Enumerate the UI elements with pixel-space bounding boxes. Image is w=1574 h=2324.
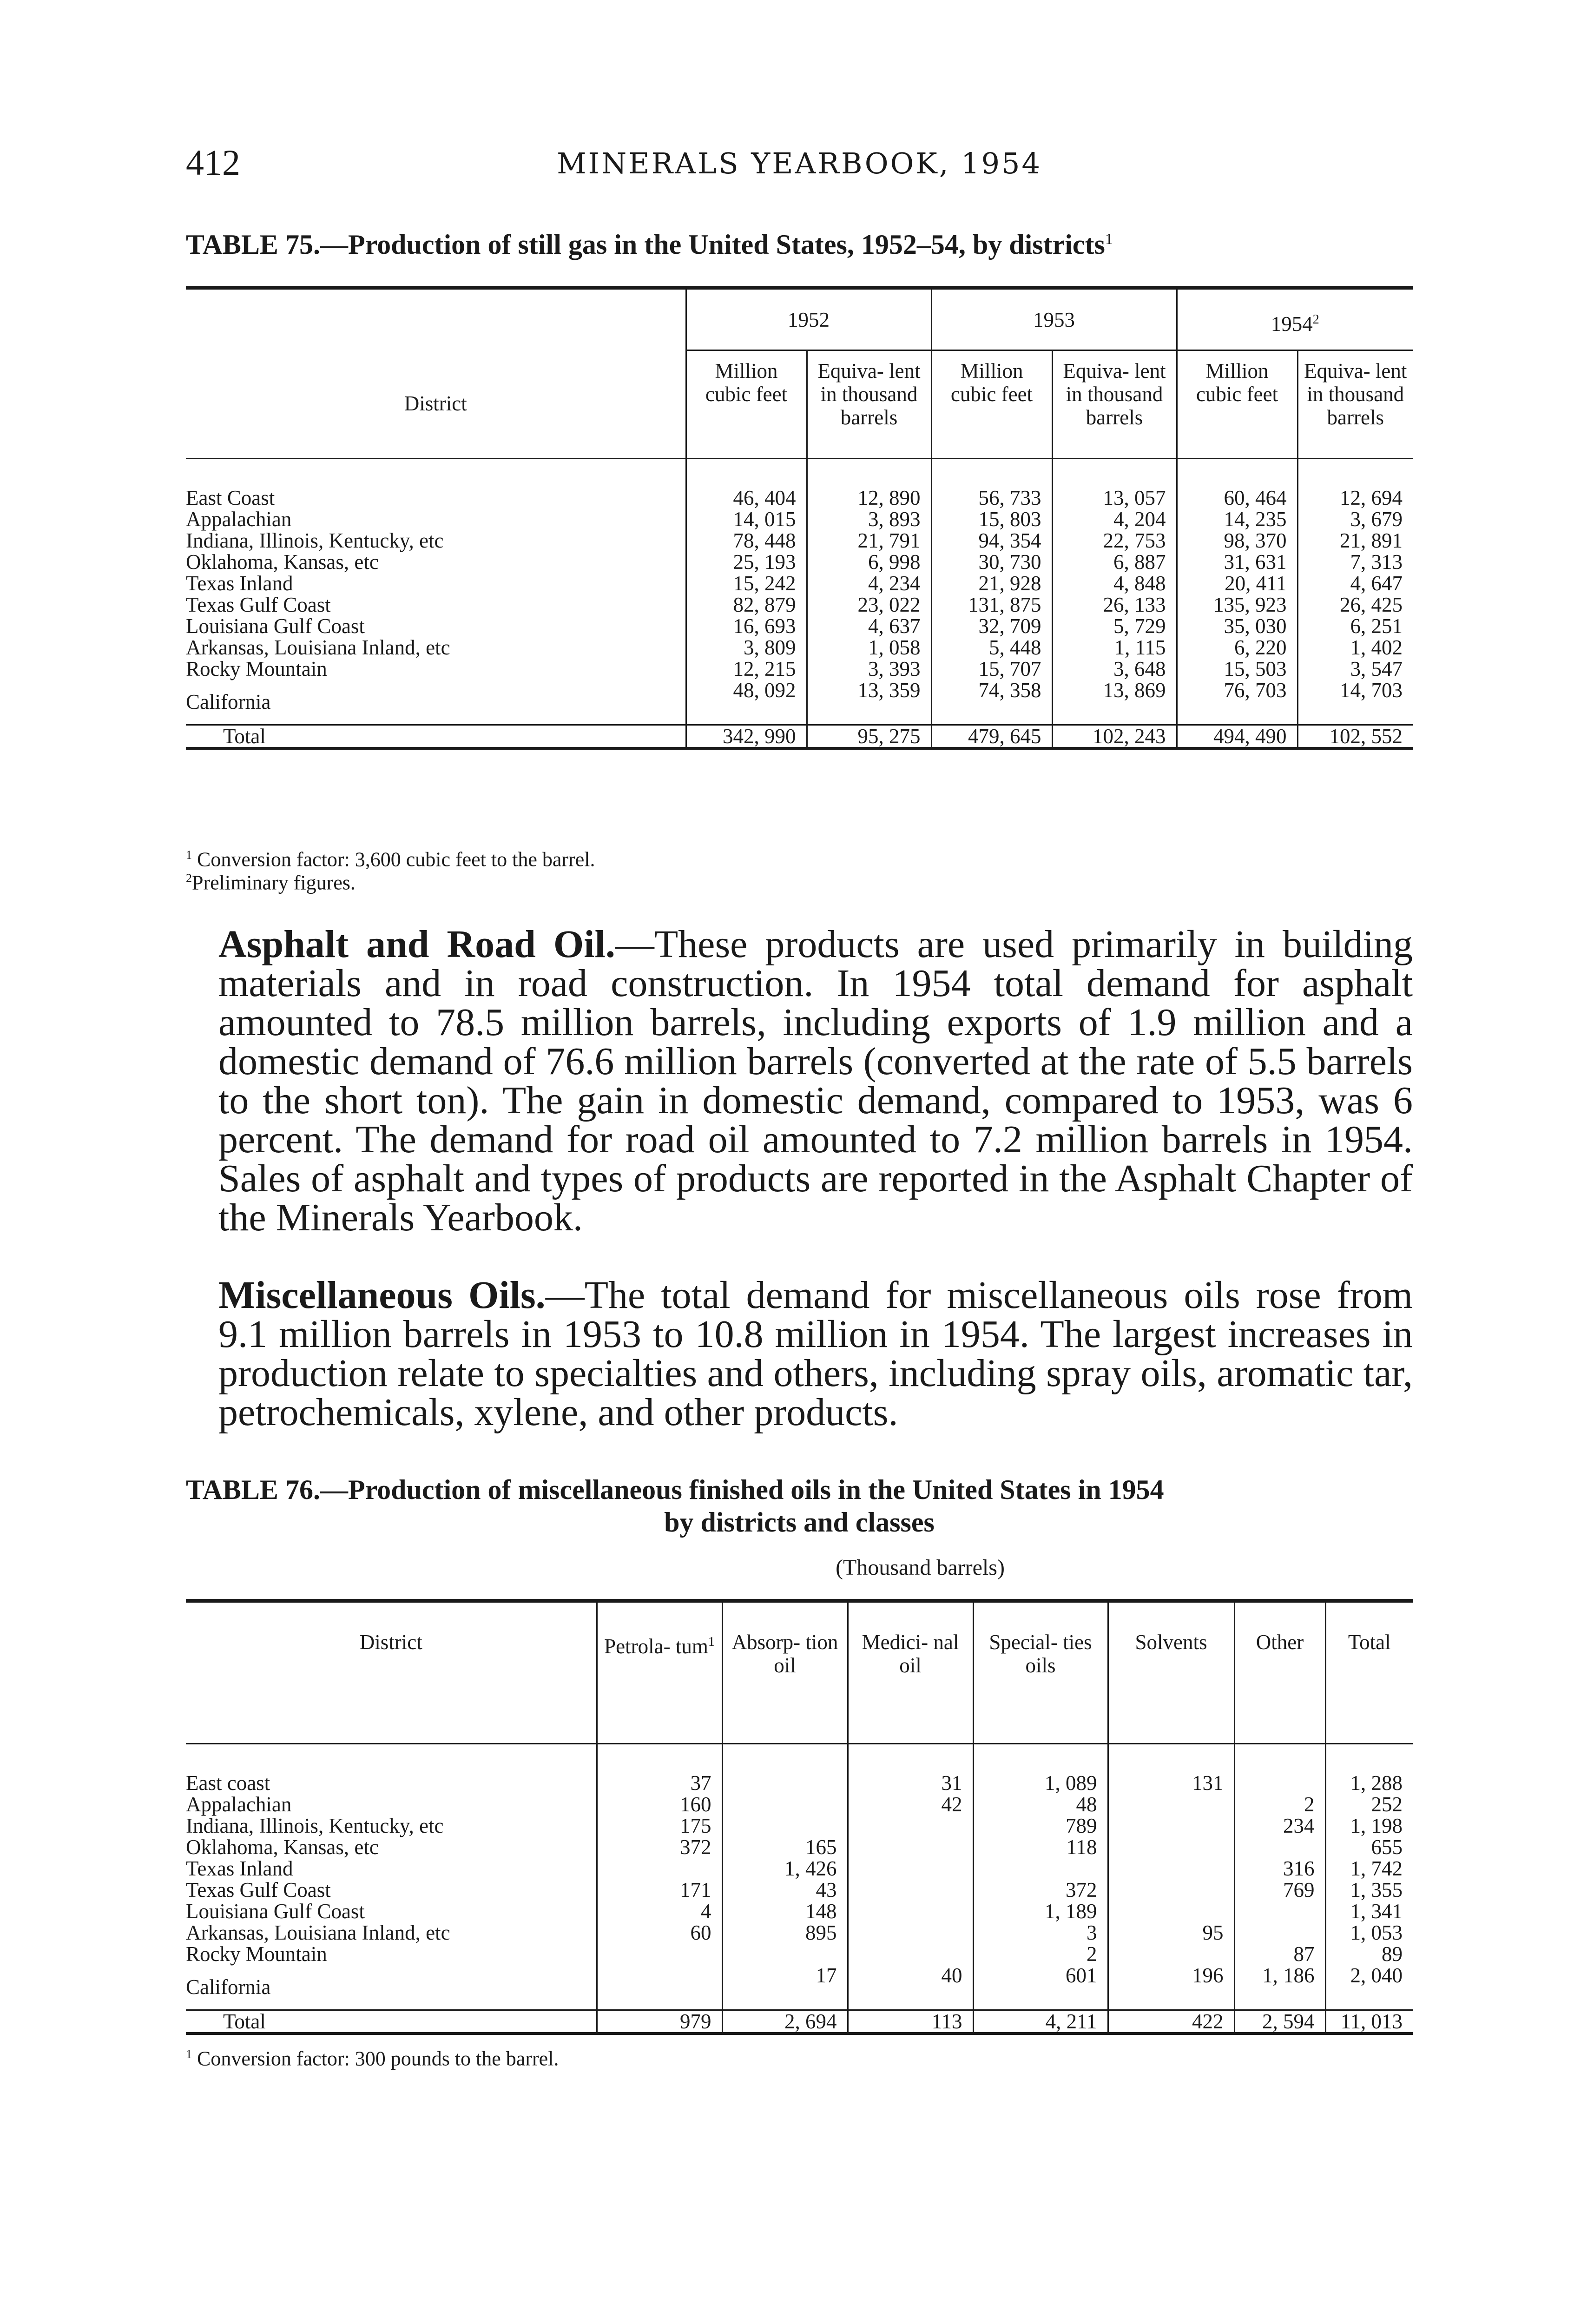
value-cell: 82, 879 [686,594,807,615]
value-cell [722,1744,848,1794]
year-header: 1952 [686,288,931,350]
value-cell [848,1858,973,1879]
value-cell: 25, 193 [686,551,807,573]
million-cubic-feet-header: Million cubic feet [931,350,1052,459]
value-cell [848,1901,973,1922]
value-cell: 31 [848,1744,973,1794]
value-cell: 87 [1234,1943,1325,1965]
value-cell: 4 [597,1901,722,1922]
value-cell [1108,1794,1234,1815]
million-cubic-feet-header: Million cubic feet [686,350,807,459]
value-cell: 196 [1108,1965,1234,2010]
district-cell: Texas Inland [186,572,293,595]
total-value-cell: 979 [597,2010,722,2034]
value-cell: 13, 057 [1052,459,1177,509]
value-cell: 15, 707 [931,658,1052,680]
petrolatum-footnote-mark: 1 [708,1635,715,1649]
value-cell: 46, 404 [686,459,807,509]
value-cell [1108,1901,1234,1922]
value-cell: 14, 703 [1297,680,1413,725]
table-row [186,1858,1413,1879]
total-row [186,725,1413,749]
value-cell: 234 [1234,1815,1325,1836]
value-cell: 3, 679 [1297,508,1413,530]
value-cell: 655 [1325,1836,1413,1858]
value-cell: 6, 887 [1052,551,1177,573]
value-cell: 118 [973,1836,1108,1858]
district-cell: Oklahoma, Kansas, etc [186,1835,379,1859]
table-row [186,1744,1413,1794]
value-cell: 4, 637 [807,615,931,637]
district-cell: East coast [186,1771,270,1795]
asphalt-road-oil-paragraph: Asphalt and Road Oil.—These products are used primarily in building materials and in road construction. In 1954 total demand for asphalt amounted to 78.5 million barrels, including exports of 1.9 million and a domestic demand of 76.6 million barrels (converted at the rate of 5.5 barrels to the short ton). The gain in domestic demand, compared to 1953, was 6 percent. The demand for road oil amounted to 7.2 million barrels in 1954. Sales of asphalt and types of products are reported in the Asphalt Chapter of the Minerals Yearbook. [218,923,1413,1239]
district-cell: Rocky Mountain [186,657,327,680]
value-cell: 1, 058 [807,637,931,658]
value-cell: 1, 089 [973,1744,1108,1794]
value-cell: 1, 053 [1325,1922,1413,1943]
value-cell: 12, 890 [807,459,931,509]
table-75 [186,286,1413,750]
value-cell [848,1836,973,1858]
table-row [186,530,1413,551]
value-cell: 48 [973,1794,1108,1815]
table75-caption-footnote-mark: 1 [1105,231,1113,248]
value-cell: 165 [722,1836,848,1858]
value-cell: 6, 251 [1297,615,1413,637]
value-cell [848,1922,973,1943]
value-cell [1234,1922,1325,1943]
table-row [186,459,1413,509]
value-cell: 4, 848 [1052,573,1177,594]
value-cell [722,1794,848,1815]
solvents-header: Solvents [1108,1601,1234,1744]
value-cell [1234,1901,1325,1922]
value-cell: 4, 234 [807,573,931,594]
value-cell: 15, 242 [686,573,807,594]
value-cell: 769 [1234,1879,1325,1901]
total-row [186,2010,1413,2034]
district-cell: Arkansas, Louisiana Inland, etc [186,636,450,659]
table-row [186,573,1413,594]
district-cell: California [186,1975,271,1999]
value-cell: 78, 448 [686,530,807,551]
value-cell: 17 [722,1965,848,2010]
value-cell: 789 [973,1815,1108,1836]
district-cell: Texas Gulf Coast [186,1878,331,1901]
value-cell: 4, 204 [1052,508,1177,530]
total-value-cell: 11, 013 [1325,2010,1413,2034]
value-cell [1108,1858,1234,1879]
value-cell: 1, 189 [973,1901,1108,1922]
value-cell: 21, 891 [1297,530,1413,551]
district-cell: East Coast [186,486,275,509]
value-cell [1108,1836,1234,1858]
value-cell: 3, 893 [807,508,931,530]
district-header: District [186,1601,597,1744]
value-cell: 601 [973,1965,1108,2010]
value-cell: 1, 426 [722,1858,848,1879]
value-cell: 48, 092 [686,680,807,725]
district-cell: Indiana, Illinois, Kentucky, etc [186,529,444,552]
district-cell: Louisiana Gulf Coast [186,614,365,638]
value-cell: 171 [597,1879,722,1901]
value-cell: 15, 803 [931,508,1052,530]
value-cell: 1, 341 [1325,1901,1413,1922]
table-row [186,1922,1413,1943]
value-cell: 175 [597,1815,722,1836]
value-cell: 6, 998 [807,551,931,573]
table-76 [186,1599,1413,2035]
total-header: Total [1325,1601,1413,1744]
table76-body [186,1744,1413,2034]
table-row [186,1901,1413,1922]
district-cell: Appalachian [186,1793,292,1816]
equivalent-barrels-header: Equiva- lent in thousand barrels [807,350,931,459]
district-cell: Louisiana Gulf Coast [186,1900,365,1923]
value-cell: 5, 729 [1052,615,1177,637]
district-cell: Arkansas, Louisiana Inland, etc [186,1921,450,1944]
value-cell: 5, 448 [931,637,1052,658]
table75-footnote-1: $^1$ Conversion factor: 3,600 cubic feet to the barrel. [186,848,595,871]
district-cell: Indiana, Illinois, Kentucky, etc [186,1814,444,1837]
value-cell: 21, 928 [931,573,1052,594]
journal-title: MINERALS YEARBOOK, 1954 [557,146,1042,180]
value-cell: 14, 235 [1177,508,1297,530]
table-row [186,1879,1413,1901]
asphalt-road-oil-heading: Asphalt and Road Oil. [218,923,615,966]
value-cell [722,1815,848,1836]
value-cell [597,1943,722,1965]
value-cell: 26, 425 [1297,594,1413,615]
value-cell: 89 [1325,1943,1413,1965]
value-cell: 98, 370 [1177,530,1297,551]
table-row [186,1943,1413,1965]
value-cell: 1, 402 [1297,637,1413,658]
value-cell: 32, 709 [931,615,1052,637]
total-value-cell: 2, 594 [1234,2010,1325,2034]
value-cell: 35, 030 [1177,615,1297,637]
value-cell: 12, 215 [686,658,807,680]
value-cell: 37 [597,1744,722,1794]
total-value-cell: 479, 645 [931,725,1052,749]
total-value-cell: 494, 490 [1177,725,1297,749]
equivalent-barrels-header: Equiva- lent in thousand barrels [1052,350,1177,459]
value-cell: 6, 220 [1177,637,1297,658]
value-cell: 14, 015 [686,508,807,530]
table-row [186,1965,1413,2010]
table-row [186,551,1413,573]
total-value-cell: 113 [848,2010,973,2034]
value-cell: 3, 393 [807,658,931,680]
table-row [186,615,1413,637]
value-cell: 30, 730 [931,551,1052,573]
value-cell [597,1965,722,2010]
total-value-cell: 102, 243 [1052,725,1177,749]
value-cell: 7, 313 [1297,551,1413,573]
value-cell: 2, 040 [1325,1965,1413,2010]
district-header: District [186,288,686,459]
value-cell [848,1879,973,1901]
value-cell: 131, 875 [931,594,1052,615]
table75-body [186,459,1413,749]
district-cell: Texas Inland [186,1857,293,1880]
table-row [186,680,1413,725]
value-cell: 1, 355 [1325,1879,1413,1901]
value-cell: 22, 753 [1052,530,1177,551]
value-cell: 135, 923 [1177,594,1297,615]
value-cell: 31, 631 [1177,551,1297,573]
value-cell: 160 [597,1794,722,1815]
value-cell: 1, 186 [1234,1965,1325,2010]
value-cell: 21, 791 [807,530,931,551]
table-row [186,594,1413,615]
miscellaneous-oils-paragraph: Miscellaneous Oils.—The total demand for miscellaneous oils rose from 9.1 million barrels in 1953 to 10.8 million in 1954. The largest increases in production relate to specialties and others, including spray oils, aromatic tar, petrochemicals, xylene, and other products. [218,1274,1413,1434]
value-cell [1108,1943,1234,1965]
value-cell: 26, 133 [1052,594,1177,615]
value-cell: 895 [722,1922,848,1943]
district-cell: Rocky Mountain [186,1942,327,1966]
value-cell: 316 [1234,1858,1325,1879]
table-row [186,1815,1413,1836]
year-footnote-mark: 2 [1312,312,1319,327]
table-row [186,637,1413,658]
total-value-cell: 422 [1108,2010,1234,2034]
total-label: Total [186,2010,597,2034]
value-cell: 372 [973,1879,1108,1901]
value-cell: 3, 809 [686,637,807,658]
district-cell: Texas Gulf Coast [186,593,331,616]
table76-footnote: $^1$ Conversion factor: 300 pounds to the barrel. [186,2047,559,2070]
value-cell: 43 [722,1879,848,1901]
petrolatum-header: Petrola- tum$^1$ [597,1601,722,1744]
equivalent-barrels-header: Equiva- lent in thousand barrels [1297,350,1413,459]
value-cell: 23, 022 [807,594,931,615]
miscellaneous-oils-heading: Miscellaneous Oils. [218,1274,546,1317]
value-cell [1234,1836,1325,1858]
district-cell: California [186,690,271,713]
value-cell: 60, 464 [1177,459,1297,509]
value-cell: 74, 358 [931,680,1052,725]
running-head [186,142,1413,183]
district-cell: Oklahoma, Kansas, etc [186,550,379,574]
table76-caption: TABLE 76.—Production of miscellaneous finished oils in the United States in 1954 [186,1474,1164,1505]
value-cell: 12, 694 [1297,459,1413,509]
value-cell: 131 [1108,1744,1234,1794]
value-cell: 3, 547 [1297,658,1413,680]
page-number: 412 [186,142,240,183]
value-cell [1234,1744,1325,1794]
table-row [186,1794,1413,1815]
value-cell [848,1943,973,1965]
value-cell: 16, 693 [686,615,807,637]
medicinal-oil-header: Medici- nal oil [848,1601,973,1744]
table-row [186,658,1413,680]
total-value-cell: 95, 275 [807,725,931,749]
value-cell: 1, 288 [1325,1744,1413,1794]
value-cell: 1, 198 [1325,1815,1413,1836]
total-value-cell: 4, 211 [973,2010,1108,2034]
value-cell [1108,1815,1234,1836]
table76-subcaption: (Thousand barrels) [836,1555,1005,1580]
specialties-oils-header: Special- ties oils [973,1601,1108,1744]
absorption-oil-header: Absorp- tion oil [722,1601,848,1744]
year-header: 1954$^2$ [1177,288,1413,350]
value-cell: 40 [848,1965,973,2010]
value-cell: 3, 648 [1052,658,1177,680]
value-cell: 60 [597,1922,722,1943]
value-cell: 1, 742 [1325,1858,1413,1879]
table75-footnote-2: $^2$Preliminary figures. [186,871,356,894]
value-cell: 56, 733 [931,459,1052,509]
total-value-cell: 342, 990 [686,725,807,749]
value-cell: 2 [1234,1794,1325,1815]
total-value-cell: 102, 552 [1297,725,1413,749]
value-cell: 4, 647 [1297,573,1413,594]
value-cell: 95 [1108,1922,1234,1943]
value-cell [722,1943,848,1965]
value-cell: 94, 354 [931,530,1052,551]
value-cell: 42 [848,1794,973,1815]
value-cell [1108,1879,1234,1901]
value-cell: 13, 869 [1052,680,1177,725]
total-value-cell: 2, 694 [722,2010,848,2034]
value-cell: 148 [722,1901,848,1922]
table-row [186,1836,1413,1858]
value-cell [597,1858,722,1879]
million-cubic-feet-header: Million cubic feet [1177,350,1297,459]
table76-caption-line2: by districts and classes [664,1507,935,1538]
district-cell: Appalachian [186,508,292,531]
value-cell [848,1815,973,1836]
value-cell: 13, 359 [807,680,931,725]
year-header: 1953 [931,288,1177,350]
value-cell: 252 [1325,1794,1413,1815]
value-cell [973,1858,1108,1879]
value-cell: 372 [597,1836,722,1858]
value-cell: 2 [973,1943,1108,1965]
other-header: Other [1234,1601,1325,1744]
value-cell: 1, 115 [1052,637,1177,658]
value-cell: 76, 703 [1177,680,1297,725]
value-cell: 3 [973,1922,1108,1943]
total-label: Total [186,725,686,749]
value-cell: 15, 503 [1177,658,1297,680]
value-cell: 20, 411 [1177,573,1297,594]
table75-caption: TABLE 75.—Production of still gas in the United States, 1952–54, by districts$^1$ [186,229,1113,260]
table-row [186,508,1413,530]
